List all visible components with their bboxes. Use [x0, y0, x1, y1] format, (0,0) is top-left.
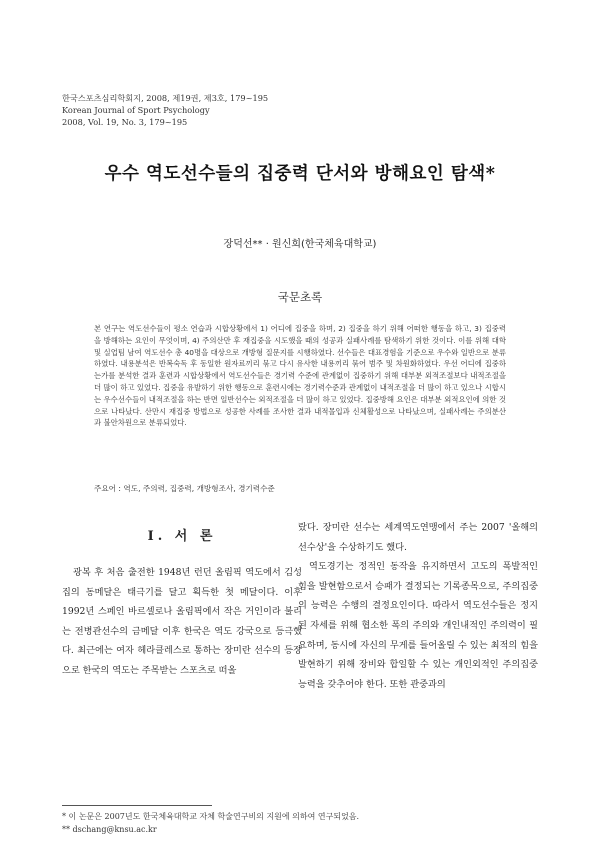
keywords	[94, 483, 506, 494]
keywords-label: 주요어 :	[94, 484, 121, 493]
section-title: I. 서 론	[147, 529, 217, 544]
journal-english: Korean Journal of Sport Psychology	[62, 105, 210, 115]
authors: 장덕선** · 원신희(한국체육대학교)	[223, 239, 377, 250]
footnote-divider	[62, 805, 212, 806]
body-paragraph: 역도경기는 정적인 동작을 유지하면서 고도의 폭발적인 힘을 발현함으로서 승패가 결정되는 기록종목으로, 주의집중의 능력은 수행의 결정요인이다. 따라서 역도선수들은 정지된 자세를 위해 협소한 폭의 주의와 개인내적인 주의력이 필요하며, 동시에 자신의 무게를 들어올릴 수 있는 최적의 힘을 발현하기 위해 장비와 합일할 수 있는 개인외적인 주의집중 능력을 갖추어야 한다. 또한 관중과의	[298, 561, 538, 690]
body-paragraph: 광복 후 처음 출전한 1948년 런던 올림픽 역도에서 김성집의 동메달은 태극기를 달고 획득한 첫 메달이다. 이후 1992년 스페인 바르셀로나 올림픽에서 작은 거인이라 불리는 전병관선수의 금메달 이후 한국은 역도 강국으로 등극했다. 최근에는 여자 헤라클레스로 통하는 장미란 선수의 등장으로 한국의 역도는 주목받는 스포츠로 떠올	[62, 567, 302, 676]
left-column	[62, 518, 302, 681]
right-column	[298, 518, 538, 694]
footnotes	[62, 810, 359, 836]
abstract-heading: 국문초록	[277, 290, 323, 304]
journal-info	[62, 92, 268, 128]
paper-title: 우수 역도선수들의 집중력 단서와 방해요인 탐색*	[104, 164, 496, 184]
body-paragraph-continued: 랐다. 장미란 선수는 세계역도연맹에서 주는 2007 '올해의 선수상'을 수상하기도 했다.	[298, 522, 538, 553]
journal-volume: 2008, Vol. 19, No. 3, 179~195	[62, 117, 188, 127]
footnote-email: ** dschang@knsu.ac.kr	[62, 825, 157, 834]
keywords-terms: 역도, 주의력, 집중력, 개방형조사, 경기력수준	[123, 484, 275, 493]
journal-korean: 한국스포츠심리학회지, 2008, 제19권, 제3호, 179~195	[62, 93, 269, 103]
footnote-funding: * 이 논문은 2007년도 한국체육대학교 자체 학술연구비의 지원에 의하여 연구되었음.	[62, 812, 360, 821]
abstract-text: 본 연구는 역도선수들이 평소 연습과 시합상황에서 1) 어디에 집중을 하며, 2) 집중을 하기 위해 어떠한 행동을 하고, 3) 집중력을 방해하는 요인이 무엇이며, 4) 주의산만 후 재집중을 시도했을 때의 성공과 실패사례를 탐색하기 위한 것이다. 이를 위해 대학 및 실업팀 남여 역도선수 총 40명을 대상으로 개방형 질문지를 시행하였다. 선수들은 대표경험을 기준으로 우수와 일반으로 분류하였다. 내용분석은 반복숙독 후 동일한 원자료끼리 묶고 다시 유사한 내용끼리 묶어 범주 및 차원화하였다. 우선 어디에 집중하는가를 분석한 결과 훈련과 시합상황에서 역도선수들은 경기력 수준에 관계없이 집중하기 위해 대부분 외적조절보다 내적조절을 더 많이 하고 있었다. 집중을 유발하기 위한 행동으로 훈련시에는 경기력수준과 관계없이 내적조절을 더 많이 하고 있으나 시합시는 우수선수들이 내적조절을 하는 반면 일반선수는 외적조절을 더 많이 하고 있었다. 집중방해 요인은 대부분 외적요인에 의한 것으로 나타났다. 산만시 재집중 방법으로 성공한 사례를 조사한 결과 내적몰입과 신체활성으로 나타났으며, 실패사례는 주의분산과 불안차원으로 분류되었다.	[94, 324, 506, 428]
